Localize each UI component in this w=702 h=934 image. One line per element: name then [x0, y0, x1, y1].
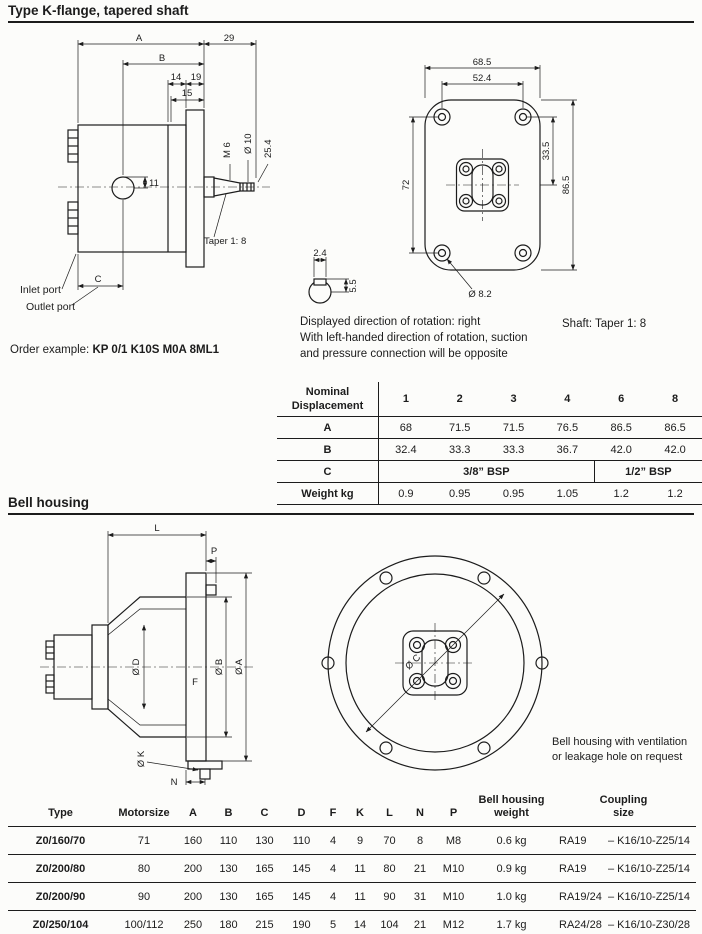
bell-housing-side-view-drawing — [40, 517, 285, 789]
row-label: A — [277, 417, 378, 439]
dim-p-label: P — [210, 546, 218, 557]
cell-k: 14 — [353, 918, 367, 931]
header-weight-line2: weight — [494, 807, 529, 819]
dim-b-label: B — [158, 53, 166, 64]
cell: 32.4 — [395, 443, 417, 456]
key-section-outline — [309, 279, 331, 303]
table-row — [277, 417, 702, 439]
cell-d: 145 — [292, 890, 311, 903]
header-n: N — [416, 807, 424, 819]
header-c: C — [260, 807, 269, 819]
order-example — [10, 344, 219, 356]
bell-note-line2: or leakage hole on request — [552, 751, 683, 763]
cell-n: 21 — [413, 918, 427, 931]
outlet-port-label: Outlet port — [26, 301, 76, 313]
cell-motorsize: 71 — [137, 834, 151, 847]
cell-l: 104 — [380, 918, 399, 931]
corner-line1: Nominal — [305, 386, 350, 398]
cell-n: 21 — [413, 862, 427, 875]
header-coupling-line2: size — [613, 807, 634, 819]
cell-type: Z0/200/90 — [35, 890, 86, 903]
dim-29-label: 29 — [223, 33, 235, 44]
cell: 33.3 — [502, 443, 525, 456]
header-weight-line1: Bell housing — [478, 794, 545, 806]
cell: 71.5 — [449, 421, 471, 434]
table-row — [277, 461, 702, 483]
cell-motorsize: 80 — [137, 862, 151, 875]
cell-b: 180 — [219, 918, 238, 931]
rotation-note-line2: With left-handed direction of rotation, suction — [300, 332, 528, 344]
cell-f: 4 — [329, 890, 337, 903]
cell-n: 31 — [413, 890, 427, 903]
dim-m6-label: M 6 — [222, 142, 233, 158]
dim-l-label: L — [154, 523, 160, 534]
cell-motorsize: 90 — [137, 890, 151, 903]
dim-11-label: 11 — [149, 178, 159, 189]
dim-a-label: A — [135, 33, 143, 44]
cell: 42.0 — [610, 443, 632, 456]
cell: 1.05 — [556, 487, 579, 500]
dim-254-label: 25.4 — [263, 139, 274, 158]
dim-19-label: 19 — [190, 72, 202, 83]
cell-bsp-12: 1/2” BSP — [625, 465, 672, 478]
cell: 68 — [399, 421, 412, 434]
cell: 76.5 — [556, 421, 579, 434]
cell-coupling-b: – K16/10-Z25/14 — [608, 890, 690, 903]
table-header-row — [277, 382, 702, 417]
dim-524-label: 52.4 — [472, 73, 492, 84]
cell-coupling-a: RA19 — [559, 834, 587, 847]
cell: 86.5 — [664, 421, 686, 434]
table-row — [8, 883, 696, 911]
col-header: 4 — [564, 393, 571, 405]
key-detail-drawing — [296, 246, 366, 311]
cell: 0.9 — [398, 487, 414, 500]
dim-24-label: 2.4 — [313, 248, 327, 259]
cell-p: M10 — [442, 862, 465, 875]
cell-c: 130 — [255, 834, 274, 847]
cell-l: 90 — [383, 890, 396, 903]
dim-ok-label: Ø K — [136, 750, 147, 768]
dim-n-label: N — [170, 777, 178, 788]
row-label: B — [277, 439, 378, 461]
corner-header-cell — [277, 382, 378, 417]
bell-note-line1: Bell housing with ventilation — [552, 736, 688, 748]
dim-14-label: 14 — [170, 72, 182, 83]
shaft-note: Shaft: Taper 1: 8 — [562, 318, 647, 330]
cell-l: 70 — [383, 834, 396, 847]
header-coupling — [551, 792, 696, 827]
cell-d: 190 — [292, 918, 311, 931]
dim-15-label: 15 — [181, 88, 193, 99]
cell-d: 145 — [292, 862, 311, 875]
corner-line2: Displacement — [291, 400, 364, 412]
dim-55-label: 5.5 — [348, 279, 359, 293]
cell-a: 200 — [183, 890, 203, 903]
table-row — [8, 827, 696, 855]
cell-a: 250 — [183, 918, 203, 931]
table-header-row — [8, 792, 696, 827]
cell-weight: 1.7 kg — [496, 918, 527, 931]
dim-d10-label: Ø 10 — [243, 133, 254, 154]
cell-f: 4 — [329, 834, 337, 847]
cell-p: M10 — [442, 890, 465, 903]
cell-f: 4 — [329, 862, 337, 875]
cell-p: M12 — [442, 918, 465, 931]
cell-weight: 1.0 kg — [496, 890, 527, 903]
bell-housing-table — [8, 792, 696, 934]
cell: 0.95 — [502, 487, 525, 500]
displacement-table — [277, 382, 702, 505]
rotation-note-line1: Displayed direction of rotation: right — [300, 316, 481, 328]
cell-coupling-a: RA19 — [559, 862, 587, 875]
cell-coupling-b: – K16/10-Z30/28 — [608, 918, 690, 931]
dim-oa-label: Ø A — [234, 659, 245, 675]
cell: 42.0 — [664, 443, 686, 456]
table-row — [277, 483, 702, 505]
cell: 1.2 — [613, 487, 629, 500]
cell: 1.2 — [667, 487, 683, 500]
col-header: 6 — [618, 393, 625, 405]
dim-685-label: 68.5 — [472, 57, 492, 68]
cell-f: 5 — [329, 918, 337, 931]
header-type: Type — [48, 807, 73, 819]
cell-coupling-b: – K16/10-Z25/14 — [608, 834, 690, 847]
cell-c: 215 — [255, 918, 274, 931]
dim-335-label: 33.5 — [541, 141, 552, 161]
dim-865-label: 86.5 — [561, 175, 572, 195]
cell-weight: 0.6 kg — [496, 834, 527, 847]
header-a: A — [189, 807, 197, 819]
dimension-lines — [62, 40, 268, 305]
cell: 36.7 — [556, 443, 579, 456]
header-b: B — [224, 807, 233, 819]
cell-type: Z0/160/70 — [35, 834, 86, 847]
header-l: L — [386, 807, 393, 819]
col-header: 8 — [671, 393, 679, 405]
header-coupling-line1: Coupling — [599, 794, 648, 806]
section-title-bell-housing: Bell housing — [8, 495, 89, 510]
dim-od-label: Ø D — [131, 658, 142, 676]
cell-d: 110 — [292, 834, 311, 847]
bell-housing-note — [552, 735, 697, 765]
cell: 0.95 — [449, 487, 471, 500]
row-label: C — [277, 461, 378, 483]
cell-b: 130 — [219, 890, 238, 903]
cell-n: 8 — [416, 834, 424, 847]
dim-hole-label: Ø 8.2 — [468, 289, 492, 300]
dimension-lines — [108, 531, 252, 785]
dim-72-label: 72 — [401, 179, 412, 191]
cell-type: Z0/200/80 — [35, 862, 86, 875]
cell-bsp-38: 3/8” BSP — [378, 461, 594, 483]
col-header: 2 — [456, 393, 463, 405]
table-row — [8, 911, 696, 934]
rotation-note-line3: and pressure connection will be opposite — [300, 348, 508, 360]
cell-motorsize: 100/112 — [124, 918, 164, 931]
bell-housing-front-view-drawing — [315, 546, 555, 781]
cell-k: 9 — [356, 834, 364, 847]
cell-coupling-a: RA19/24 — [559, 890, 602, 903]
col-header: 1 — [402, 393, 409, 405]
dim-c-label: C — [94, 274, 102, 285]
header-k: K — [356, 807, 364, 819]
pump-side-view-drawing — [18, 30, 298, 315]
dim-ob-label: Ø B — [214, 658, 225, 676]
cell: 86.5 — [610, 421, 632, 434]
cell-p: M8 — [445, 834, 462, 847]
order-example-label: Order example: — [10, 344, 90, 356]
cell-coupling-a: RA24/28 — [559, 918, 602, 931]
dim-f-label: F — [192, 677, 198, 688]
rotation-note — [300, 314, 560, 362]
section-title-k-flange: Type K-flange, tapered shaft — [8, 3, 189, 18]
cell-c: 165 — [255, 890, 274, 903]
cell-weight: 0.9 kg — [496, 862, 527, 875]
table-row — [277, 439, 702, 461]
cell-coupling-b: – K16/10-Z25/14 — [608, 862, 690, 875]
row-label: Weight kg — [277, 483, 378, 505]
header-p: P — [449, 807, 458, 819]
title-rule — [8, 21, 694, 23]
cell: 33.3 — [449, 443, 471, 456]
cell-a: 200 — [183, 862, 203, 875]
header-weight — [472, 792, 551, 827]
order-example-code: KP 0/1 K10S M0A 8ML1 — [92, 344, 220, 356]
cell-type: Z0/250/104 — [32, 918, 89, 931]
header-f: F — [329, 807, 337, 819]
dim-oc-label: Ø C — [403, 652, 424, 673]
taper-label: Taper 1: 8 — [204, 236, 247, 247]
cell-a: 160 — [183, 834, 203, 847]
bolt-circle-dimension — [366, 594, 504, 732]
cell-c: 165 — [255, 862, 274, 875]
cell: 71.5 — [502, 421, 525, 434]
cell-k: 11 — [354, 890, 366, 903]
cell-b: 130 — [219, 862, 238, 875]
inlet-port-label: Inlet port — [20, 284, 61, 296]
table-row — [8, 855, 696, 883]
col-header: 3 — [510, 393, 517, 405]
header-d: D — [297, 807, 306, 819]
cell-l: 80 — [383, 862, 396, 875]
dimension-lines — [314, 257, 349, 292]
cell-b: 110 — [219, 834, 238, 847]
flange-front-view-drawing — [400, 55, 615, 300]
header-motorsize: Motorsize — [118, 807, 170, 819]
title-rule — [8, 513, 694, 515]
cell-k: 11 — [354, 862, 366, 875]
